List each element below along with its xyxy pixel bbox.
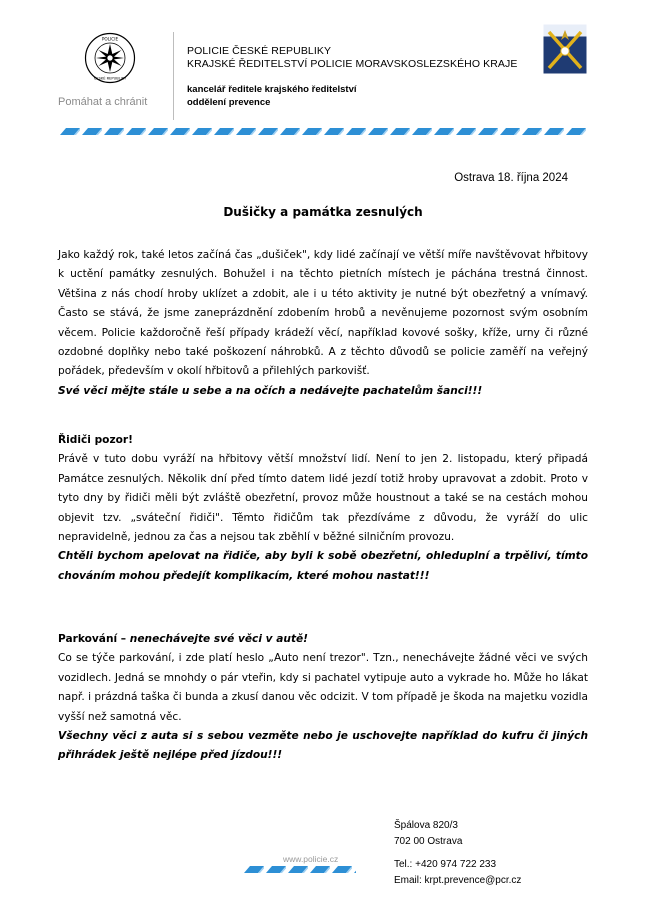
section-drivers (58, 431, 588, 586)
police-star-logo (84, 32, 136, 84)
section-intro (58, 246, 588, 401)
parking-emphasis: Všechny věci z auta si s sebou vezměte nebo je uschovejte například do kufru či jiných přihrádek ještě nejlépe před jízdou!!! (58, 730, 588, 762)
org-line-2: KRAJSKÉ ŘEDITELSTVÍ POLICIE MORAVSKOSLEZSKÉHO KRAJE (187, 58, 518, 70)
org-line-1: POLICIE ČESKÉ REPUBLIKY (187, 45, 332, 57)
address-line-1: Špálova 820/3 (394, 820, 458, 831)
slogan: Pomáhat a chránit (58, 96, 148, 108)
postal-address (394, 818, 462, 849)
drivers-paragraph: Právě v tuto dobu vyráží na hřbitovy větší množství lidí. Není to jen 2. listopadu, který připadá Památce zesnulých. Několik dní před tímto datem lidé jezdí totiž hroby upravovat a zdobit. Proto v tyto dny by řidiči měli být zvláště obezřetní, provoz může houstnout a také se na cestách mohou objevit tzv. „sváteční řidiči". Těmto řidičům tak přezdíváme z důvodu, že vyráží do ulic nepravidelně, jednou za čas a nejsou tak zběhlí v běžné silničním provozu. (58, 453, 588, 544)
bottom-decorative-stripe (242, 866, 356, 873)
dept-line-1: kancelář ředitele krajského ředitelství (187, 84, 357, 95)
document-date: Ostrava 18. října 2024 (454, 172, 568, 184)
drivers-heading: Řidiči pozor! (58, 434, 133, 446)
website-url: www.policie.cz (283, 854, 339, 864)
top-decorative-stripe (58, 128, 588, 135)
address-line-2: 702 00 Ostrava (394, 835, 463, 847)
department (187, 84, 357, 109)
email-address: Email: krpt.prevence@pcr.cz (394, 874, 522, 886)
parking-paragraph: Co se týče parkování, i zde platí heslo „Auto není trezor". Tzn., nenechávejte žádné věci ve svých vozidlech. Jedná se mnohdy o pár vteřin, kdy si pachatel vytipuje auto a vykrade ho. Může ho lákat např. i prázdná taška či bunda a zkusí danou věc odcizit. V tom případě je škoda na majetku vozidla vyšší než samotná věc. (58, 652, 588, 723)
contact-info (394, 857, 521, 888)
drivers-emphasis: Chtěli bychom apelovat na řidiče, aby byli k sobě obezřetní, ohleduplní a trpěliví, tímto chováním mohou předejít komplikacím, které mohou nastat!!! (58, 550, 588, 582)
section-parking (58, 630, 588, 766)
intro-paragraph: Jako každý rok, také letos začíná čas „dušiček", kdy lidé začínají ve větší míře navštěvovat hřbitovy k uctění památky zesnulých. Bohužel i na těchto pietních místech je páchána trestná činnost. Většina z nás chodí hroby uklízet a zdobit, ale i u této aktivity je nutné být obezřetný a vnímavý. Často se stává, že jsme zaneprázdnění zdobením hrobů a nevěnujeme pozornost svým osobním věcem. Policie každoročně řeší případy krádeží věcí, například kovové sošky, kříže, urny či různé ozdobné doplňky nebo také poškození náhrobků. A z těchto důvodů se policie zaměří na veřejný pořádek, především v okolí hřbitovů a přilehlých parkovišť. (58, 249, 588, 378)
parking-heading (58, 630, 588, 649)
document-title: Dušičky a památka zesnulých (223, 205, 423, 219)
parking-heading-plain: Parkování – (58, 633, 130, 645)
dept-line-2: oddělení prevence (187, 96, 271, 108)
organization-name (187, 45, 518, 71)
svg-text:POLICIE: POLICIE (101, 36, 119, 42)
parking-heading-italic: nenechávejte své věci v autě! (129, 633, 309, 645)
intro-emphasis: Své věci mějte stále u sebe a na očích a nedávejte pachatelům šanci!!! (58, 384, 483, 397)
header-divider (173, 32, 174, 120)
svg-text:ČESKÉ REPUBLIKY: ČESKÉ REPUBLIKY (93, 76, 127, 81)
phone-number: Tel.: +420 974 722 233 (394, 859, 497, 870)
regional-coat-of-arms-icon (543, 24, 587, 74)
